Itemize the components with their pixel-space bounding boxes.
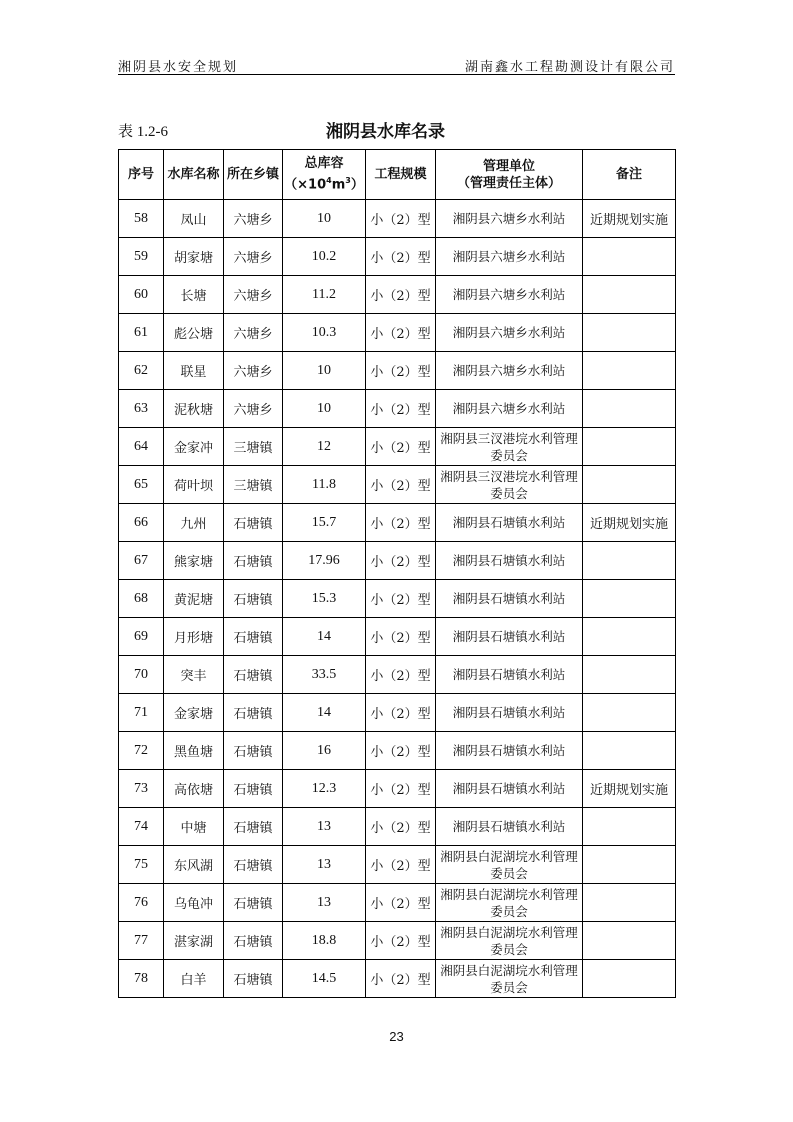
cell-reservoir-name: 突丰 (164, 656, 224, 694)
cell-reservoir-name: 月形塘 (164, 618, 224, 656)
cell-capacity: 15.7 (283, 504, 366, 542)
cell-town: 六塘乡 (224, 390, 283, 428)
cell-reservoir-name: 中塘 (164, 808, 224, 846)
table-row (119, 200, 676, 238)
cell-management-unit: 湘阴县六塘乡水利站 (436, 238, 583, 276)
col-header-scale: 工程规模 (366, 150, 436, 200)
cell-scale: 小（2）型 (366, 884, 436, 922)
cell-reservoir-name: 金家塘 (164, 694, 224, 732)
cell-town: 石塘镇 (224, 618, 283, 656)
table-row (119, 732, 676, 770)
table-row (119, 580, 676, 618)
cell-town: 石塘镇 (224, 884, 283, 922)
capacity-header-unit-suffix: ） (350, 177, 364, 193)
cell-seq: 61 (119, 314, 164, 352)
page-number: 23 (389, 1029, 404, 1044)
col-header-name: 水库名称 (164, 150, 224, 200)
cell-reservoir-name: 荷叶坝 (164, 466, 224, 504)
table-row (119, 390, 676, 428)
cell-reservoir-name: 金家冲 (164, 428, 224, 466)
cell-management-unit: 湘阴县三汊港垸水利管理委员会 (436, 428, 583, 466)
cell-capacity: 13 (283, 808, 366, 846)
capacity-header-unit-exp1: 4 (326, 176, 332, 186)
cell-note (583, 884, 676, 922)
cell-note (583, 656, 676, 694)
table-title: 湘阴县水库名录 (326, 122, 445, 142)
reservoir-table (118, 149, 676, 998)
table-row (119, 618, 676, 656)
cell-seq: 69 (119, 618, 164, 656)
cell-scale: 小（2）型 (366, 428, 436, 466)
cell-reservoir-name: 黄泥塘 (164, 580, 224, 618)
cell-seq: 77 (119, 922, 164, 960)
cell-town: 六塘乡 (224, 352, 283, 390)
cell-reservoir-name: 胡家塘 (164, 238, 224, 276)
cell-capacity: 12.3 (283, 770, 366, 808)
cell-scale: 小（2）型 (366, 846, 436, 884)
cell-reservoir-name: 高依塘 (164, 770, 224, 808)
cell-seq: 66 (119, 504, 164, 542)
cell-seq: 68 (119, 580, 164, 618)
cell-scale: 小（2）型 (366, 238, 436, 276)
table-row (119, 656, 676, 694)
capacity-header-line1: 总库容 (304, 156, 344, 172)
cell-management-unit: 湘阴县石塘镇水利站 (436, 694, 583, 732)
cell-management-unit: 湘阴县六塘乡水利站 (436, 276, 583, 314)
cell-management-unit: 湘阴县石塘镇水利站 (436, 656, 583, 694)
cell-note (583, 618, 676, 656)
cell-note (583, 542, 676, 580)
cell-scale: 小（2）型 (366, 656, 436, 694)
cell-note (583, 352, 676, 390)
cell-note (583, 428, 676, 466)
cell-town: 石塘镇 (224, 846, 283, 884)
table-row (119, 884, 676, 922)
page-header (118, 54, 675, 75)
cell-note (583, 276, 676, 314)
table-row (119, 504, 676, 542)
col-header-seq: 序号 (119, 150, 164, 200)
col-header-management (436, 150, 583, 200)
cell-scale: 小（2）型 (366, 466, 436, 504)
table-row (119, 428, 676, 466)
cell-reservoir-name: 凤山 (164, 200, 224, 238)
cell-scale: 小（2）型 (366, 390, 436, 428)
cell-capacity: 10.3 (283, 314, 366, 352)
cell-town: 三塘镇 (224, 466, 283, 504)
cell-capacity: 16 (283, 732, 366, 770)
cell-capacity: 13 (283, 884, 366, 922)
cell-reservoir-name: 白羊 (164, 960, 224, 998)
cell-reservoir-name: 湛家湖 (164, 922, 224, 960)
cell-capacity: 10.2 (283, 238, 366, 276)
cell-town: 石塘镇 (224, 694, 283, 732)
cell-note (583, 466, 676, 504)
cell-note (583, 960, 676, 998)
cell-scale: 小（2）型 (366, 276, 436, 314)
cell-management-unit: 湘阴县白泥湖垸水利管理委员会 (436, 884, 583, 922)
cell-note (583, 390, 676, 428)
cell-reservoir-name: 东风湖 (164, 846, 224, 884)
cell-seq: 73 (119, 770, 164, 808)
table-row (119, 922, 676, 960)
cell-seq: 74 (119, 808, 164, 846)
cell-town: 石塘镇 (224, 770, 283, 808)
cell-scale: 小（2）型 (366, 732, 436, 770)
cell-note (583, 238, 676, 276)
cell-scale: 小（2）型 (366, 770, 436, 808)
cell-scale: 小（2）型 (366, 922, 436, 960)
cell-management-unit: 湘阴县六塘乡水利站 (436, 352, 583, 390)
cell-note (583, 314, 676, 352)
cell-management-unit: 湘阴县三汊港垸水利管理委员会 (436, 466, 583, 504)
cell-capacity: 11.8 (283, 466, 366, 504)
cell-scale: 小（2）型 (366, 200, 436, 238)
cell-management-unit: 湘阴县白泥湖垸水利管理委员会 (436, 922, 583, 960)
cell-town: 六塘乡 (224, 314, 283, 352)
cell-capacity: 33.5 (283, 656, 366, 694)
cell-reservoir-name: 彪公塘 (164, 314, 224, 352)
cell-town: 石塘镇 (224, 960, 283, 998)
cell-management-unit: 湘阴县六塘乡水利站 (436, 390, 583, 428)
cell-capacity: 13 (283, 846, 366, 884)
cell-seq: 62 (119, 352, 164, 390)
table-row (119, 960, 676, 998)
cell-scale: 小（2）型 (366, 808, 436, 846)
cell-scale: 小（2）型 (366, 960, 436, 998)
cell-reservoir-name: 泥秋塘 (164, 390, 224, 428)
cell-town: 六塘乡 (224, 276, 283, 314)
cell-seq: 67 (119, 542, 164, 580)
cell-town: 石塘镇 (224, 656, 283, 694)
cell-seq: 60 (119, 276, 164, 314)
cell-scale: 小（2）型 (366, 694, 436, 732)
cell-seq: 70 (119, 656, 164, 694)
cell-note: 近期规划实施 (583, 770, 676, 808)
cell-capacity: 10 (283, 390, 366, 428)
cell-capacity: 14.5 (283, 960, 366, 998)
table-row (119, 846, 676, 884)
cell-note: 近期规划实施 (583, 200, 676, 238)
cell-scale: 小（2）型 (366, 504, 436, 542)
cell-town: 石塘镇 (224, 808, 283, 846)
cell-reservoir-name: 联星 (164, 352, 224, 390)
cell-capacity: 15.3 (283, 580, 366, 618)
cell-seq: 71 (119, 694, 164, 732)
cell-seq: 59 (119, 238, 164, 276)
cell-management-unit: 湘阴县石塘镇水利站 (436, 808, 583, 846)
cell-capacity: 10 (283, 352, 366, 390)
cell-reservoir-name: 长塘 (164, 276, 224, 314)
table-header-row (119, 150, 676, 200)
table-row (119, 238, 676, 276)
cell-town: 石塘镇 (224, 922, 283, 960)
cell-reservoir-name: 九州 (164, 504, 224, 542)
cell-town: 六塘乡 (224, 200, 283, 238)
table-row (119, 466, 676, 504)
cell-note (583, 808, 676, 846)
capacity-header-unit-m: m (331, 177, 346, 193)
cell-capacity: 12 (283, 428, 366, 466)
col-header-town: 所在乡镇 (224, 150, 283, 200)
cell-management-unit: 湘阴县石塘镇水利站 (436, 542, 583, 580)
cell-seq: 64 (119, 428, 164, 466)
table-number-label: 表 1.2-6 (118, 124, 168, 140)
capacity-header-unit-prefix: （×10 (284, 177, 327, 193)
cell-scale: 小（2）型 (366, 314, 436, 352)
cell-note (583, 694, 676, 732)
cell-town: 三塘镇 (224, 428, 283, 466)
cell-note (583, 846, 676, 884)
cell-seq: 65 (119, 466, 164, 504)
cell-capacity: 18.8 (283, 922, 366, 960)
col-header-note: 备注 (583, 150, 676, 200)
cell-capacity: 10 (283, 200, 366, 238)
table-row (119, 314, 676, 352)
cell-seq: 58 (119, 200, 164, 238)
cell-management-unit: 湘阴县石塘镇水利站 (436, 732, 583, 770)
table-row (119, 808, 676, 846)
cell-management-unit: 湘阴县白泥湖垸水利管理委员会 (436, 846, 583, 884)
cell-scale: 小（2）型 (366, 542, 436, 580)
cell-seq: 78 (119, 960, 164, 998)
col-header-capacity (283, 150, 366, 200)
cell-capacity: 17.96 (283, 542, 366, 580)
table-body (119, 200, 676, 998)
cell-note: 近期规划实施 (583, 504, 676, 542)
capacity-header-unit-exp2: 3 (345, 176, 351, 186)
cell-management-unit: 湘阴县白泥湖垸水利管理委员会 (436, 960, 583, 998)
cell-town: 石塘镇 (224, 542, 283, 580)
cell-town: 石塘镇 (224, 732, 283, 770)
cell-town: 六塘乡 (224, 238, 283, 276)
cell-seq: 72 (119, 732, 164, 770)
cell-capacity: 11.2 (283, 276, 366, 314)
mgr-header-line2: （管理责任主体） (456, 175, 561, 191)
cell-scale: 小（2）型 (366, 580, 436, 618)
cell-town: 石塘镇 (224, 504, 283, 542)
table-row (119, 542, 676, 580)
table-row (119, 770, 676, 808)
cell-management-unit: 湘阴县石塘镇水利站 (436, 618, 583, 656)
cell-note (583, 732, 676, 770)
cell-town: 石塘镇 (224, 580, 283, 618)
cell-seq: 75 (119, 846, 164, 884)
cell-management-unit: 湘阴县六塘乡水利站 (436, 200, 583, 238)
cell-reservoir-name: 乌龟冲 (164, 884, 224, 922)
cell-reservoir-name: 黑鱼塘 (164, 732, 224, 770)
cell-management-unit: 湘阴县六塘乡水利站 (436, 314, 583, 352)
cell-seq: 63 (119, 390, 164, 428)
cell-capacity: 14 (283, 618, 366, 656)
cell-seq: 76 (119, 884, 164, 922)
cell-management-unit: 湘阴县石塘镇水利站 (436, 770, 583, 808)
cell-note (583, 922, 676, 960)
header-company-name: 湖南鑫水工程勘测设计有限公司 (464, 60, 675, 75)
table-row (119, 352, 676, 390)
cell-management-unit: 湘阴县石塘镇水利站 (436, 504, 583, 542)
cell-scale: 小（2）型 (366, 618, 436, 656)
cell-note (583, 580, 676, 618)
cell-reservoir-name: 熊家塘 (164, 542, 224, 580)
table-row (119, 276, 676, 314)
table-row (119, 694, 676, 732)
mgr-header-line1: 管理单位 (482, 158, 535, 174)
cell-management-unit: 湘阴县石塘镇水利站 (436, 580, 583, 618)
header-document-title: 湘阴县水安全规划 (118, 60, 239, 75)
cell-scale: 小（2）型 (366, 352, 436, 390)
cell-capacity: 14 (283, 694, 366, 732)
